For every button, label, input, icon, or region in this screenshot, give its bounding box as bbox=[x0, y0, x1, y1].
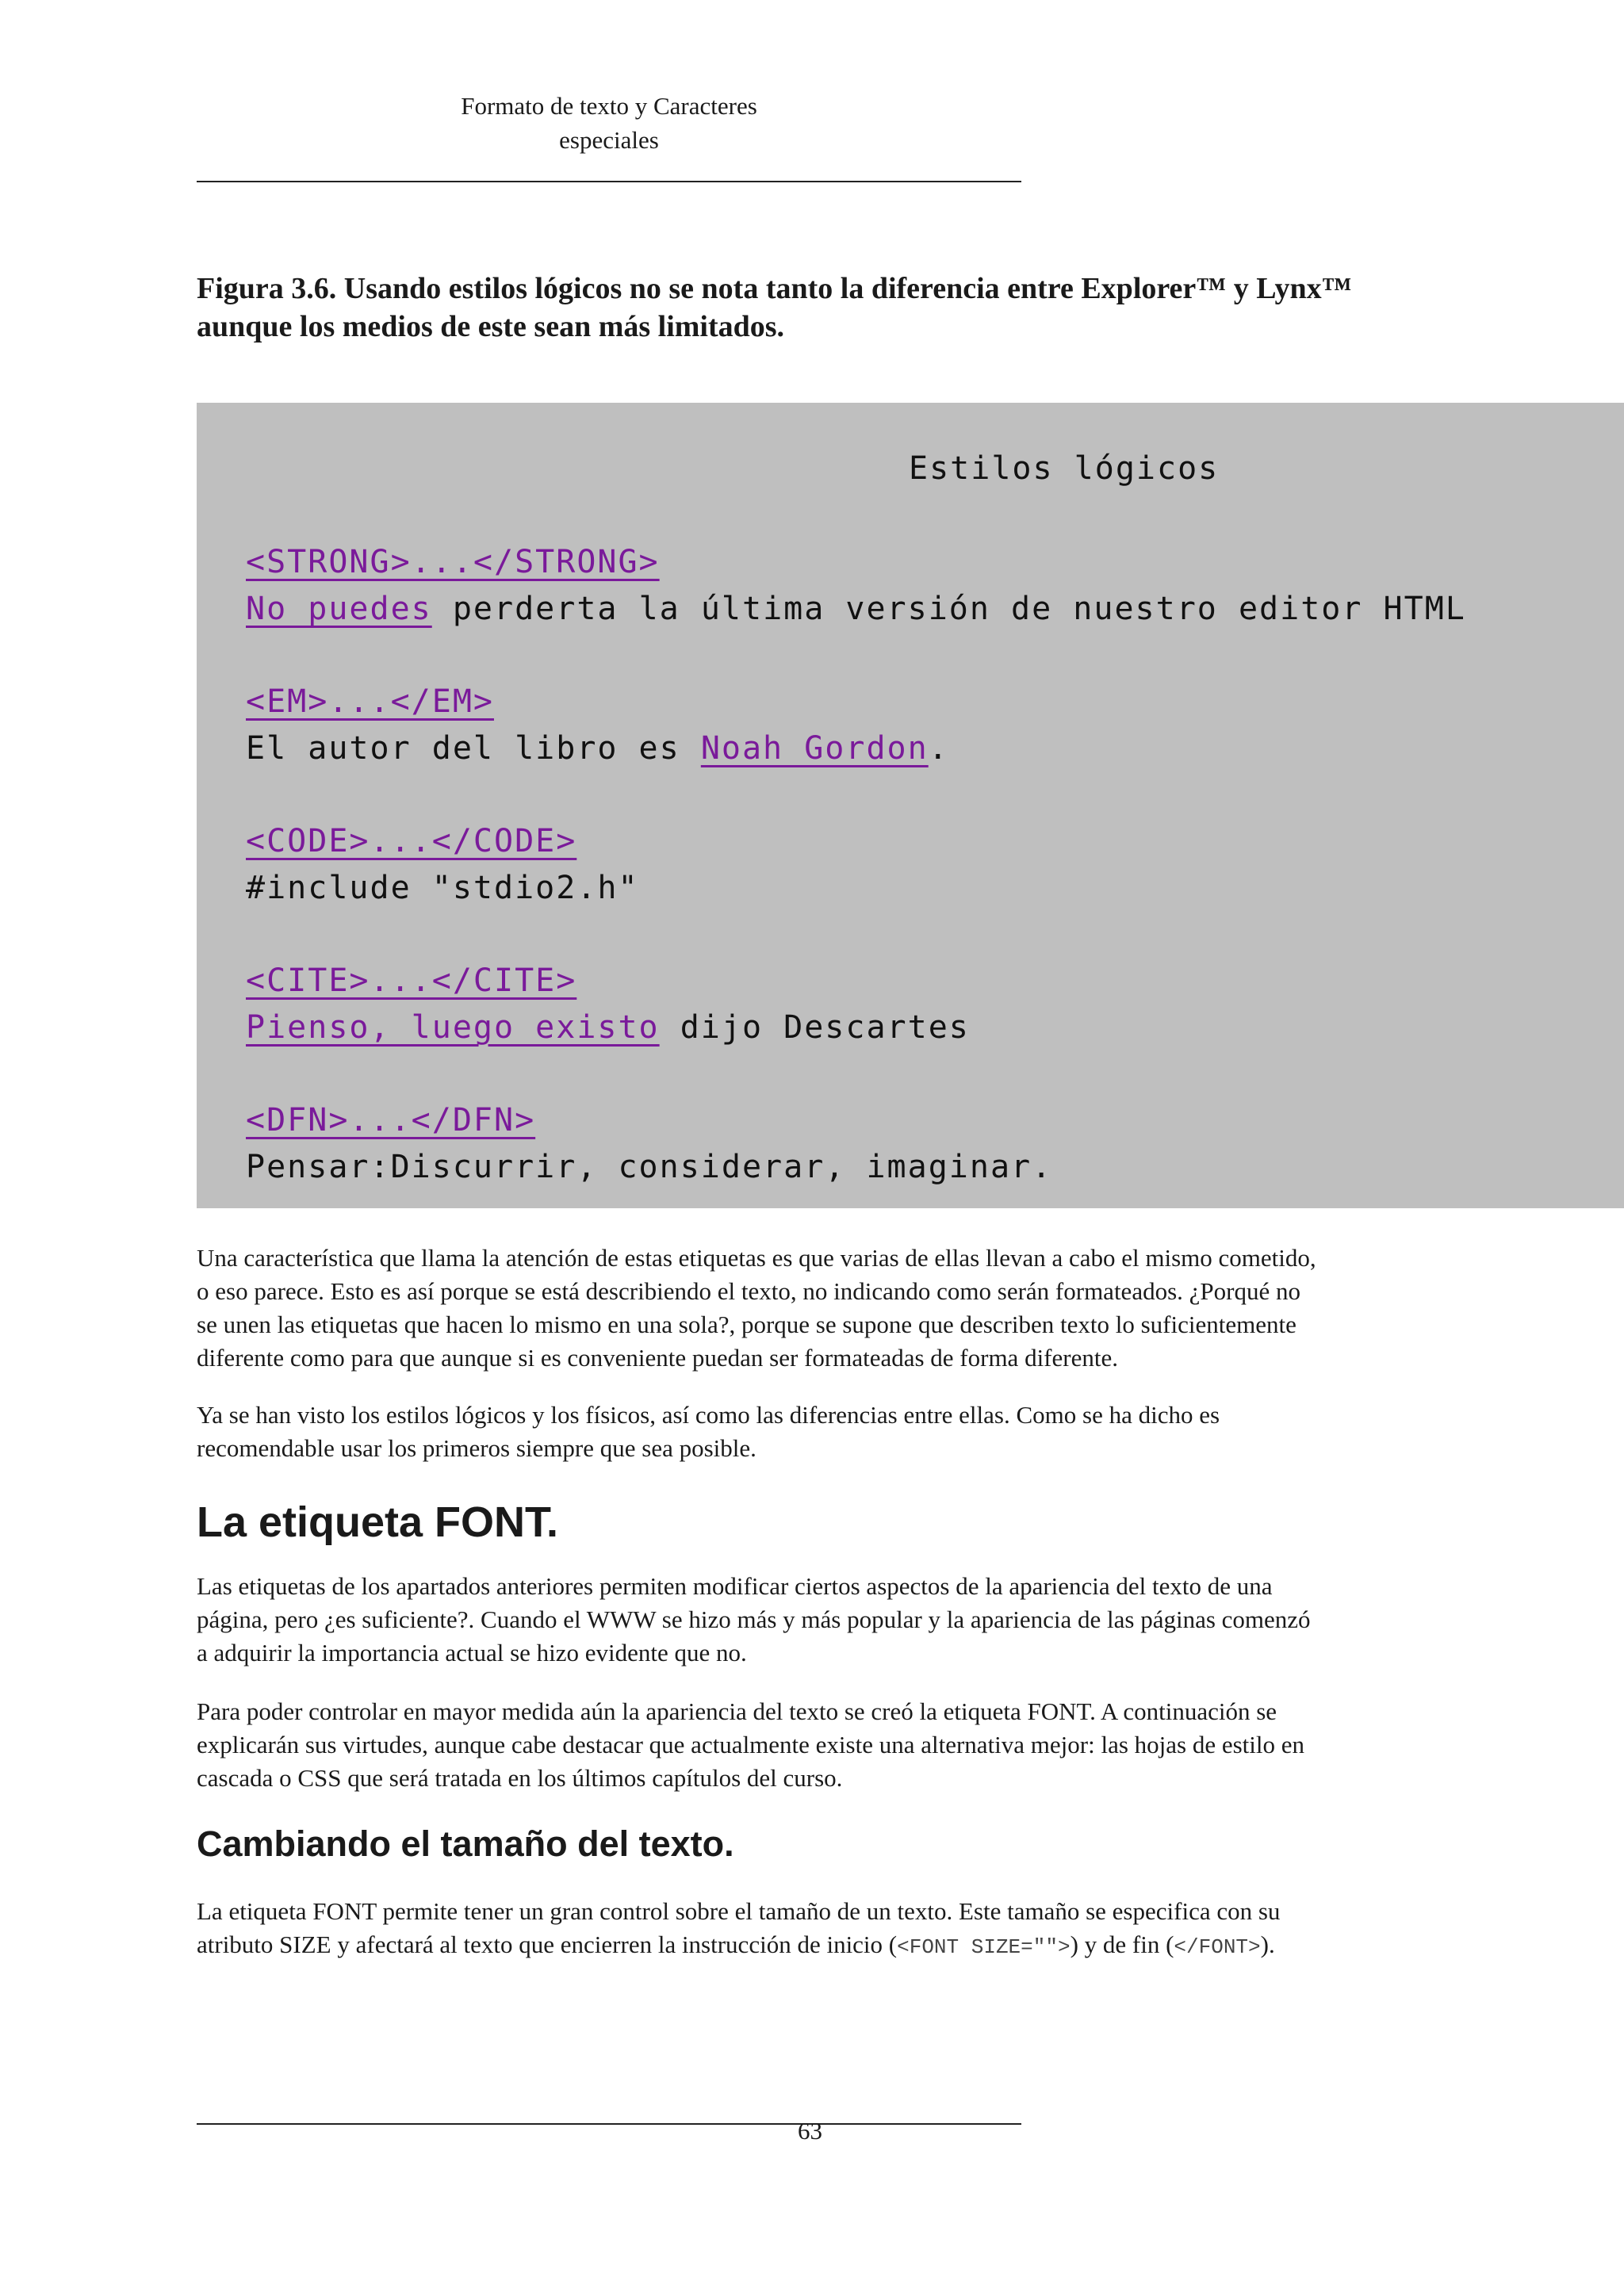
em-tag-link[interactable]: <EM>...</EM> bbox=[246, 683, 494, 720]
dfn-tag-link[interactable]: <DFN>...</DFN> bbox=[246, 1102, 536, 1138]
strong-example-line bbox=[246, 591, 1466, 627]
font-end-code: </FONT> bbox=[1174, 1935, 1261, 1959]
heading-text-size: Cambiando el tamaño del texto. bbox=[197, 1823, 734, 1864]
running-header-line2: especiales bbox=[559, 126, 659, 154]
cite-example-rest: dijo Descartes bbox=[659, 1009, 970, 1046]
footer-rule bbox=[197, 2123, 1021, 2125]
paragraph-5-line2-a: atributo SIZE y afectará al texto que encierren la instrucción de inicio ( bbox=[197, 1931, 898, 1958]
em-tag-line bbox=[246, 683, 494, 720]
noah-gordon-link[interactable]: Noah Gordon bbox=[700, 730, 929, 767]
paragraph-5-line2-c: ). bbox=[1260, 1931, 1275, 1958]
paragraph-3-line3: a adquirir la importancia actual se hizo evidente que no. bbox=[197, 1639, 747, 1667]
code-tag-line bbox=[246, 823, 576, 859]
paragraph-3-line1: Las etiquetas de los apartados anteriores permiten modificar ciertos aspectos de la apariencia del texto de una bbox=[197, 1572, 1273, 1600]
figure-caption-line1: Figura 3.6. Usando estilos lógicos no se nota tanto la diferencia entre Explorer™ y Lynx™ bbox=[197, 272, 1352, 305]
paragraph-1-line3: se unen las etiquetas que hacen lo mismo en una sola?, porque se supone que describen texto lo suficientemente bbox=[197, 1311, 1297, 1338]
em-example-text: El autor del libro es bbox=[246, 730, 701, 767]
heading-font-tag: La etiqueta FONT. bbox=[197, 1498, 559, 1546]
header-rule bbox=[197, 181, 1021, 182]
em-example-end: . bbox=[928, 730, 949, 767]
screenshot-title: Estilos lógicos bbox=[909, 450, 1220, 487]
strong-tag-link[interactable]: <STRONG>...</STRONG> bbox=[246, 544, 660, 580]
pienso-link[interactable]: Pienso, luego existo bbox=[246, 1009, 660, 1046]
em-example-line bbox=[246, 730, 949, 767]
dfn-example-line: Pensar:Discurrir, considerar, imaginar. bbox=[246, 1149, 1053, 1185]
paragraph-5-line2 bbox=[197, 1928, 1427, 1964]
paragraph-5-line2-b: ) y de fin ( bbox=[1070, 1931, 1174, 1958]
running-header bbox=[197, 89, 1021, 157]
running-header-line1: Formato de texto y Caracteres bbox=[461, 92, 757, 120]
no-puedes-link[interactable]: No puedes bbox=[246, 591, 432, 627]
paragraph-1-line2: o eso parece. Esto es así porque se está describiendo el texto, no indicando como serán formateados. ¿Porqué no bbox=[197, 1277, 1300, 1305]
dfn-tag-line bbox=[246, 1102, 535, 1138]
paragraph-5-line1: La etiqueta FONT permite tener un gran control sobre el tamaño de un texto. Este tamaño se especifica con su bbox=[197, 1897, 1281, 1925]
paragraph-1-line4: diferente como para que aunque si es conveniente puedan ser formateadas de forma diferente. bbox=[197, 1344, 1118, 1372]
figure-caption bbox=[197, 270, 1430, 346]
cite-example-line bbox=[246, 1009, 970, 1046]
paragraph-4 bbox=[197, 1695, 1427, 1795]
font-size-start-code: <FONT SIZE=""> bbox=[897, 1935, 1071, 1959]
code-example-line: #include "stdio2.h" bbox=[246, 870, 639, 906]
paragraph-4-line2: explicarán sus virtudes, aunque cabe destacar que actualmente existe una alternativa mejor: las hojas de estilo en bbox=[197, 1731, 1305, 1758]
strong-tag-line bbox=[246, 544, 660, 580]
paragraph-2-line2: recomendable usar los primeros siempre que sea posible. bbox=[197, 1434, 756, 1462]
paragraph-2-line1: Ya se han visto los estilos lógicos y los físicos, así como las diferencias entre ellas. Como se ha dicho es bbox=[197, 1401, 1220, 1429]
paragraph-3-line2: página, pero ¿es suficiente?. Cuando el WWW se hizo más y más popular y la apariencia de las páginas comenzó bbox=[197, 1605, 1311, 1633]
page-number-text: 63 bbox=[798, 2117, 822, 2145]
cite-tag-link[interactable]: <CITE>...</CITE> bbox=[246, 962, 577, 999]
paragraph-1-line1: Una característica que llama la atención de estas etiquetas es que varias de ellas llevan a cabo el mismo cometido, bbox=[197, 1244, 1316, 1272]
paragraph-2 bbox=[197, 1399, 1427, 1465]
figure-caption-line2: aunque los medios de este sean más limitados. bbox=[197, 310, 785, 343]
cite-tag-line bbox=[246, 962, 576, 999]
paragraph-5 bbox=[197, 1895, 1427, 1964]
browser-screenshot bbox=[197, 403, 1624, 1208]
paragraph-4-line1: Para poder controlar en mayor medida aún la apariencia del texto se creó la etiqueta FONT. A continuación se bbox=[197, 1697, 1277, 1725]
strong-example-rest: perderta la última versión de nuestro editor HTML bbox=[431, 591, 1466, 627]
paragraph-3 bbox=[197, 1570, 1427, 1670]
paragraph-4-line3: cascada o CSS que será tratada en los últimos capítulos del curso. bbox=[197, 1764, 843, 1792]
code-tag-link[interactable]: <CODE>...</CODE> bbox=[246, 823, 577, 859]
paragraph-1 bbox=[197, 1242, 1427, 1375]
